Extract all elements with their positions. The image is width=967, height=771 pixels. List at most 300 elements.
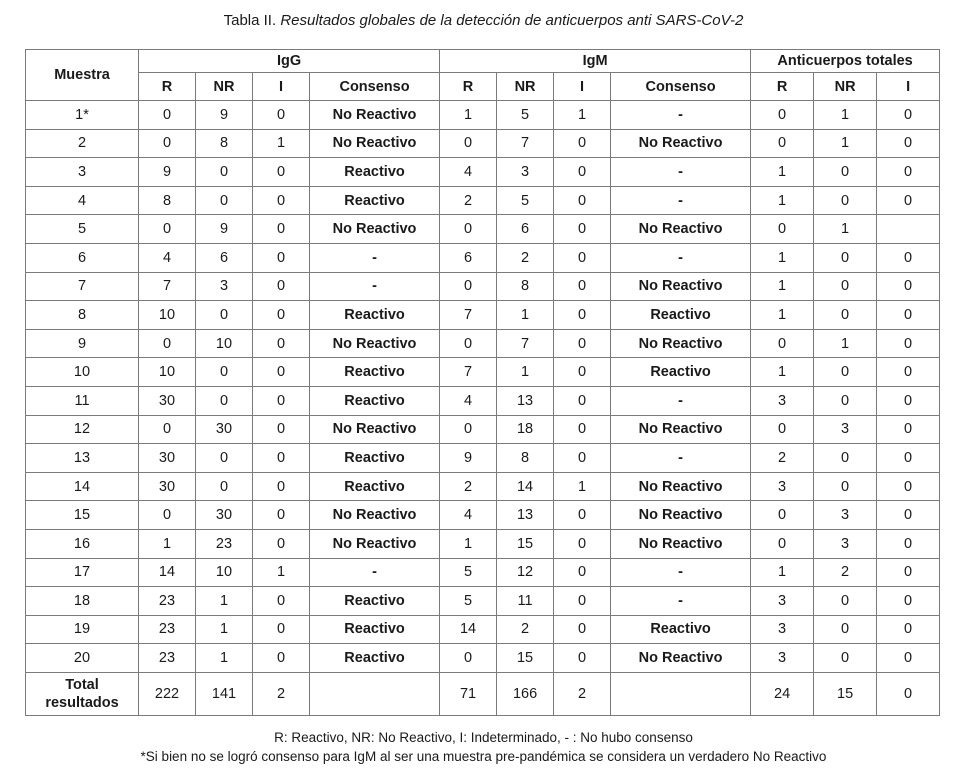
table-caption — [0, 10, 967, 32]
cell-igg-i: 0 — [253, 501, 310, 530]
col-header-igg-i: I — [253, 73, 310, 101]
cell-tot-nr: 3 — [814, 415, 877, 444]
cell-igg-consenso: Reactivo — [310, 472, 440, 501]
table-row — [26, 444, 940, 473]
cell-igg-i: 0 — [253, 329, 310, 358]
cell-tot-nr: 1 — [814, 129, 877, 158]
cell-igm-consenso: - — [611, 444, 751, 473]
cell-igm-r: 2 — [440, 186, 497, 215]
cell-tot-nr: 3 — [814, 529, 877, 558]
cell-tot-r: 0 — [751, 329, 814, 358]
cell-igm-r: 7 — [440, 301, 497, 330]
cell-igg-nr: 0 — [196, 386, 253, 415]
cell-igg-i: 0 — [253, 243, 310, 272]
cell-igg-i: 0 — [253, 101, 310, 130]
cell-igm-nr: 12 — [497, 558, 554, 587]
cell-igg-r: 0 — [139, 129, 196, 158]
total-igg-consenso — [310, 672, 440, 715]
cell-tot-r: 0 — [751, 415, 814, 444]
cell-tot-nr: 0 — [814, 587, 877, 616]
cell-igm-consenso: - — [611, 243, 751, 272]
total-row — [26, 672, 940, 715]
cell-igg-nr: 10 — [196, 558, 253, 587]
cell-igg-r: 0 — [139, 415, 196, 444]
cell-igg-r: 23 — [139, 615, 196, 644]
cell-tot-i: 0 — [877, 358, 940, 387]
total-tot-r: 24 — [751, 672, 814, 715]
cell-igg-i: 0 — [253, 158, 310, 187]
cell-igg-nr: 30 — [196, 501, 253, 530]
total-igg-r: 222 — [139, 672, 196, 715]
cell-igg-i: 0 — [253, 272, 310, 301]
cell-igm-r: 1 — [440, 101, 497, 130]
cell-tot-i: 0 — [877, 129, 940, 158]
cell-tot-i: 0 — [877, 272, 940, 301]
cell-igm-nr: 14 — [497, 472, 554, 501]
cell-tot-r: 1 — [751, 186, 814, 215]
cell-igm-consenso: No Reactivo — [611, 644, 751, 673]
cell-igm-nr: 15 — [497, 529, 554, 558]
cell-igg-i: 1 — [253, 558, 310, 587]
total-igm-nr: 166 — [497, 672, 554, 715]
total-igm-r: 71 — [440, 672, 497, 715]
cell-igg-consenso: - — [310, 243, 440, 272]
cell-igg-r: 10 — [139, 358, 196, 387]
cell-igm-i: 1 — [554, 101, 611, 130]
cell-igg-i: 0 — [253, 301, 310, 330]
cell-tot-i: 0 — [877, 444, 940, 473]
cell-igg-r: 30 — [139, 472, 196, 501]
cell-igg-i: 0 — [253, 186, 310, 215]
cell-igm-r: 1 — [440, 529, 497, 558]
cell-igg-consenso: No Reactivo — [310, 501, 440, 530]
cell-igm-consenso: No Reactivo — [611, 501, 751, 530]
cell-igm-i: 0 — [554, 329, 611, 358]
cell-tot-nr: 1 — [814, 215, 877, 244]
cell-igg-r: 30 — [139, 444, 196, 473]
cell-muestra: 6 — [26, 243, 139, 272]
cell-igg-nr: 0 — [196, 186, 253, 215]
cell-igg-consenso: No Reactivo — [310, 129, 440, 158]
cell-igm-consenso: No Reactivo — [611, 529, 751, 558]
cell-igm-r: 0 — [440, 415, 497, 444]
cell-muestra: 9 — [26, 329, 139, 358]
cell-tot-nr: 0 — [814, 186, 877, 215]
cell-muestra: 16 — [26, 529, 139, 558]
cell-igg-i: 0 — [253, 529, 310, 558]
cell-igm-nr: 3 — [497, 158, 554, 187]
cell-igm-consenso: Reactivo — [611, 615, 751, 644]
total-tot-i: 0 — [877, 672, 940, 715]
cell-igm-nr: 18 — [497, 415, 554, 444]
cell-igg-consenso: No Reactivo — [310, 215, 440, 244]
cell-igg-r: 9 — [139, 158, 196, 187]
cell-igg-nr: 9 — [196, 215, 253, 244]
table-row — [26, 129, 940, 158]
cell-igm-consenso: No Reactivo — [611, 329, 751, 358]
col-header-tot-r: R — [751, 73, 814, 101]
cell-igm-nr: 1 — [497, 301, 554, 330]
cell-igg-nr: 23 — [196, 529, 253, 558]
cell-muestra: 2 — [26, 129, 139, 158]
cell-igm-i: 0 — [554, 358, 611, 387]
cell-igg-i: 0 — [253, 215, 310, 244]
cell-tot-nr: 1 — [814, 329, 877, 358]
cell-muestra: 5 — [26, 215, 139, 244]
cell-tot-i: 0 — [877, 529, 940, 558]
col-header-muestra: Muestra — [26, 50, 139, 101]
cell-tot-nr: 0 — [814, 472, 877, 501]
cell-igg-i: 0 — [253, 415, 310, 444]
cell-igm-i: 0 — [554, 587, 611, 616]
cell-igg-consenso: Reactivo — [310, 386, 440, 415]
cell-igm-nr: 15 — [497, 644, 554, 673]
table-notes — [0, 728, 967, 766]
cell-muestra: 11 — [26, 386, 139, 415]
cell-igg-consenso: No Reactivo — [310, 329, 440, 358]
cell-tot-r: 0 — [751, 129, 814, 158]
cell-igm-r: 0 — [440, 129, 497, 158]
cell-tot-nr: 3 — [814, 501, 877, 530]
cell-tot-i: 0 — [877, 501, 940, 530]
cell-tot-i: 0 — [877, 386, 940, 415]
cell-tot-r: 0 — [751, 101, 814, 130]
cell-igm-i: 0 — [554, 186, 611, 215]
cell-igm-i: 0 — [554, 301, 611, 330]
cell-igm-nr: 5 — [497, 186, 554, 215]
cell-igg-r: 30 — [139, 386, 196, 415]
legend-note: R: Reactivo, NR: No Reactivo, I: Indeterminado, - : No hubo consenso — [274, 730, 693, 745]
cell-igm-r: 2 — [440, 472, 497, 501]
cell-igg-i: 0 — [253, 472, 310, 501]
cell-igm-consenso: No Reactivo — [611, 215, 751, 244]
cell-igg-nr: 0 — [196, 158, 253, 187]
table-row — [26, 386, 940, 415]
table-row — [26, 215, 940, 244]
cell-muestra: 10 — [26, 358, 139, 387]
cell-muestra: 3 — [26, 158, 139, 187]
footnote: *Si bien no se logró consenso para IgM al ser una muestra pre-pandémica se considera un verdadero No Reactivo — [140, 749, 827, 764]
total-igg-nr: 141 — [196, 672, 253, 715]
table-row — [26, 272, 940, 301]
cell-tot-nr: 0 — [814, 444, 877, 473]
cell-tot-nr: 0 — [814, 358, 877, 387]
cell-igm-r: 4 — [440, 158, 497, 187]
cell-igm-i: 0 — [554, 644, 611, 673]
cell-igg-consenso: Reactivo — [310, 615, 440, 644]
table-row — [26, 615, 940, 644]
cell-tot-i: 0 — [877, 415, 940, 444]
cell-tot-i: 0 — [877, 243, 940, 272]
cell-igm-consenso: Reactivo — [611, 358, 751, 387]
cell-igg-r: 14 — [139, 558, 196, 587]
cell-igm-r: 4 — [440, 386, 497, 415]
cell-muestra: 4 — [26, 186, 139, 215]
cell-igm-nr: 2 — [497, 615, 554, 644]
table-body — [26, 101, 940, 716]
cell-igg-i: 0 — [253, 615, 310, 644]
cell-igg-nr: 0 — [196, 444, 253, 473]
cell-igm-r: 0 — [440, 644, 497, 673]
group-header-totales: Anticuerpos totales — [751, 50, 940, 73]
cell-igm-consenso: - — [611, 386, 751, 415]
cell-muestra: 8 — [26, 301, 139, 330]
col-header-igg-nr: NR — [196, 73, 253, 101]
cell-tot-r: 1 — [751, 272, 814, 301]
group-header-igm: IgM — [440, 50, 751, 73]
cell-igm-consenso: - — [611, 587, 751, 616]
col-header-igm-i: I — [554, 73, 611, 101]
cell-igg-r: 8 — [139, 186, 196, 215]
cell-igg-nr: 9 — [196, 101, 253, 130]
cell-muestra: 14 — [26, 472, 139, 501]
cell-tot-nr: 0 — [814, 158, 877, 187]
table-row — [26, 501, 940, 530]
cell-igg-nr: 1 — [196, 587, 253, 616]
cell-igg-nr: 3 — [196, 272, 253, 301]
table-row — [26, 415, 940, 444]
cell-igm-nr: 1 — [497, 358, 554, 387]
col-header-igg-r: R — [139, 73, 196, 101]
cell-igg-i: 0 — [253, 386, 310, 415]
cell-igg-r: 7 — [139, 272, 196, 301]
table-row — [26, 644, 940, 673]
cell-igg-r: 0 — [139, 501, 196, 530]
cell-igg-i: 0 — [253, 444, 310, 473]
col-header-igg-consenso: Consenso — [310, 73, 440, 101]
cell-igm-r: 0 — [440, 272, 497, 301]
cell-igm-i: 0 — [554, 415, 611, 444]
header-row-groups — [26, 50, 940, 73]
cell-tot-r: 0 — [751, 501, 814, 530]
cell-igg-r: 10 — [139, 301, 196, 330]
cell-igm-nr: 7 — [497, 129, 554, 158]
cell-igm-i: 1 — [554, 472, 611, 501]
cell-igm-i: 0 — [554, 129, 611, 158]
cell-igg-i: 1 — [253, 129, 310, 158]
total-igm-i: 2 — [554, 672, 611, 715]
cell-tot-r: 3 — [751, 587, 814, 616]
cell-igg-consenso: Reactivo — [310, 301, 440, 330]
cell-igm-r: 14 — [440, 615, 497, 644]
cell-igg-nr: 0 — [196, 358, 253, 387]
table-row — [26, 301, 940, 330]
caption-title: Resultados globales de la detección de anticuerpos anti SARS-CoV-2 — [280, 12, 744, 29]
cell-tot-r: 3 — [751, 644, 814, 673]
cell-igm-i: 0 — [554, 444, 611, 473]
cell-igm-nr: 2 — [497, 243, 554, 272]
cell-igg-consenso: No Reactivo — [310, 101, 440, 130]
cell-igm-i: 0 — [554, 272, 611, 301]
cell-igm-i: 0 — [554, 243, 611, 272]
cell-igg-r: 23 — [139, 644, 196, 673]
cell-tot-i: 0 — [877, 615, 940, 644]
cell-tot-nr: 2 — [814, 558, 877, 587]
cell-igm-consenso: No Reactivo — [611, 415, 751, 444]
cell-tot-nr: 0 — [814, 386, 877, 415]
cell-tot-i: 0 — [877, 101, 940, 130]
cell-igg-nr: 6 — [196, 243, 253, 272]
cell-igg-r: 23 — [139, 587, 196, 616]
cell-muestra: 7 — [26, 272, 139, 301]
cell-igm-consenso: No Reactivo — [611, 472, 751, 501]
cell-igm-consenso: No Reactivo — [611, 129, 751, 158]
cell-tot-r: 0 — [751, 215, 814, 244]
cell-igg-i: 0 — [253, 358, 310, 387]
cell-igm-r: 9 — [440, 444, 497, 473]
cell-igm-nr: 13 — [497, 501, 554, 530]
cell-igm-nr: 7 — [497, 329, 554, 358]
col-header-igm-nr: NR — [497, 73, 554, 101]
cell-igm-i: 0 — [554, 386, 611, 415]
cell-igm-i: 0 — [554, 615, 611, 644]
cell-igg-nr: 30 — [196, 415, 253, 444]
cell-igg-consenso: No Reactivo — [310, 415, 440, 444]
cell-tot-r: 3 — [751, 386, 814, 415]
cell-tot-i — [877, 215, 940, 244]
cell-igg-consenso: - — [310, 272, 440, 301]
cell-igg-r: 1 — [139, 529, 196, 558]
cell-tot-nr: 0 — [814, 644, 877, 673]
cell-igm-consenso: Reactivo — [611, 301, 751, 330]
total-tot-nr: 15 — [814, 672, 877, 715]
cell-igm-consenso: - — [611, 186, 751, 215]
cell-igm-i: 0 — [554, 215, 611, 244]
cell-tot-nr: 1 — [814, 101, 877, 130]
cell-igm-r: 0 — [440, 329, 497, 358]
table-row — [26, 558, 940, 587]
cell-tot-i: 0 — [877, 472, 940, 501]
cell-tot-i: 0 — [877, 587, 940, 616]
cell-tot-r: 3 — [751, 472, 814, 501]
cell-tot-r: 1 — [751, 158, 814, 187]
table-row — [26, 358, 940, 387]
cell-igg-nr: 10 — [196, 329, 253, 358]
cell-igg-nr: 0 — [196, 301, 253, 330]
cell-igg-consenso: Reactivo — [310, 186, 440, 215]
cell-muestra: 18 — [26, 587, 139, 616]
total-label-line1: Total — [65, 676, 99, 693]
cell-igm-nr: 13 — [497, 386, 554, 415]
cell-muestra: 17 — [26, 558, 139, 587]
cell-igm-i: 0 — [554, 158, 611, 187]
cell-igm-nr: 11 — [497, 587, 554, 616]
cell-igg-r: 4 — [139, 243, 196, 272]
cell-igg-nr: 0 — [196, 472, 253, 501]
cell-muestra: 13 — [26, 444, 139, 473]
cell-igm-nr: 6 — [497, 215, 554, 244]
col-header-igm-r: R — [440, 73, 497, 101]
table-row — [26, 472, 940, 501]
table-row — [26, 186, 940, 215]
group-header-igg: IgG — [139, 50, 440, 73]
cell-igg-i: 0 — [253, 587, 310, 616]
cell-igm-i: 0 — [554, 558, 611, 587]
cell-igg-r: 0 — [139, 101, 196, 130]
cell-igg-consenso: - — [310, 558, 440, 587]
cell-tot-r: 1 — [751, 558, 814, 587]
cell-igg-r: 0 — [139, 329, 196, 358]
results-table — [25, 49, 940, 716]
total-label-line2: resultados — [45, 694, 119, 711]
cell-igg-nr: 1 — [196, 615, 253, 644]
cell-igg-nr: 8 — [196, 129, 253, 158]
cell-igg-consenso: Reactivo — [310, 644, 440, 673]
cell-tot-i: 0 — [877, 558, 940, 587]
cell-igg-consenso: Reactivo — [310, 587, 440, 616]
cell-tot-i: 0 — [877, 644, 940, 673]
table-row — [26, 329, 940, 358]
col-header-tot-nr: NR — [814, 73, 877, 101]
cell-muestra: 20 — [26, 644, 139, 673]
cell-muestra: 15 — [26, 501, 139, 530]
cell-tot-r: 0 — [751, 529, 814, 558]
cell-muestra: 1* — [26, 101, 139, 130]
cell-tot-r: 1 — [751, 301, 814, 330]
cell-igm-i: 0 — [554, 529, 611, 558]
table-row — [26, 587, 940, 616]
cell-tot-r: 3 — [751, 615, 814, 644]
cell-tot-r: 1 — [751, 243, 814, 272]
cell-igg-consenso: Reactivo — [310, 444, 440, 473]
cell-tot-nr: 0 — [814, 615, 877, 644]
header-row-columns — [26, 73, 940, 101]
cell-tot-nr: 0 — [814, 272, 877, 301]
cell-igm-consenso: - — [611, 158, 751, 187]
cell-igm-i: 0 — [554, 501, 611, 530]
col-header-igm-consenso: Consenso — [611, 73, 751, 101]
cell-igg-i: 0 — [253, 644, 310, 673]
cell-tot-nr: 0 — [814, 301, 877, 330]
cell-muestra: 12 — [26, 415, 139, 444]
col-header-tot-i: I — [877, 73, 940, 101]
cell-igm-r: 5 — [440, 587, 497, 616]
cell-igg-consenso: No Reactivo — [310, 529, 440, 558]
total-igm-consenso — [611, 672, 751, 715]
cell-igm-consenso: - — [611, 558, 751, 587]
cell-igm-r: 0 — [440, 215, 497, 244]
table-row — [26, 158, 940, 187]
cell-igg-nr: 1 — [196, 644, 253, 673]
cell-igm-r: 5 — [440, 558, 497, 587]
cell-tot-i: 0 — [877, 158, 940, 187]
cell-igm-consenso: - — [611, 101, 751, 130]
cell-igm-r: 6 — [440, 243, 497, 272]
cell-tot-nr: 0 — [814, 243, 877, 272]
cell-igm-nr: 5 — [497, 101, 554, 130]
cell-igg-r: 0 — [139, 215, 196, 244]
cell-igm-r: 7 — [440, 358, 497, 387]
cell-igg-consenso: Reactivo — [310, 358, 440, 387]
cell-igm-nr: 8 — [497, 272, 554, 301]
cell-igm-consenso: No Reactivo — [611, 272, 751, 301]
cell-tot-i: 0 — [877, 301, 940, 330]
cell-tot-i: 0 — [877, 186, 940, 215]
cell-muestra: 19 — [26, 615, 139, 644]
table-row — [26, 243, 940, 272]
total-label — [26, 672, 139, 715]
table-row — [26, 101, 940, 130]
total-igg-i: 2 — [253, 672, 310, 715]
table-row — [26, 529, 940, 558]
cell-tot-r: 2 — [751, 444, 814, 473]
cell-tot-r: 1 — [751, 358, 814, 387]
cell-igm-nr: 8 — [497, 444, 554, 473]
cell-igm-r: 4 — [440, 501, 497, 530]
cell-tot-i: 0 — [877, 329, 940, 358]
caption-prefix: Tabla II. — [223, 12, 281, 29]
cell-igg-consenso: Reactivo — [310, 158, 440, 187]
